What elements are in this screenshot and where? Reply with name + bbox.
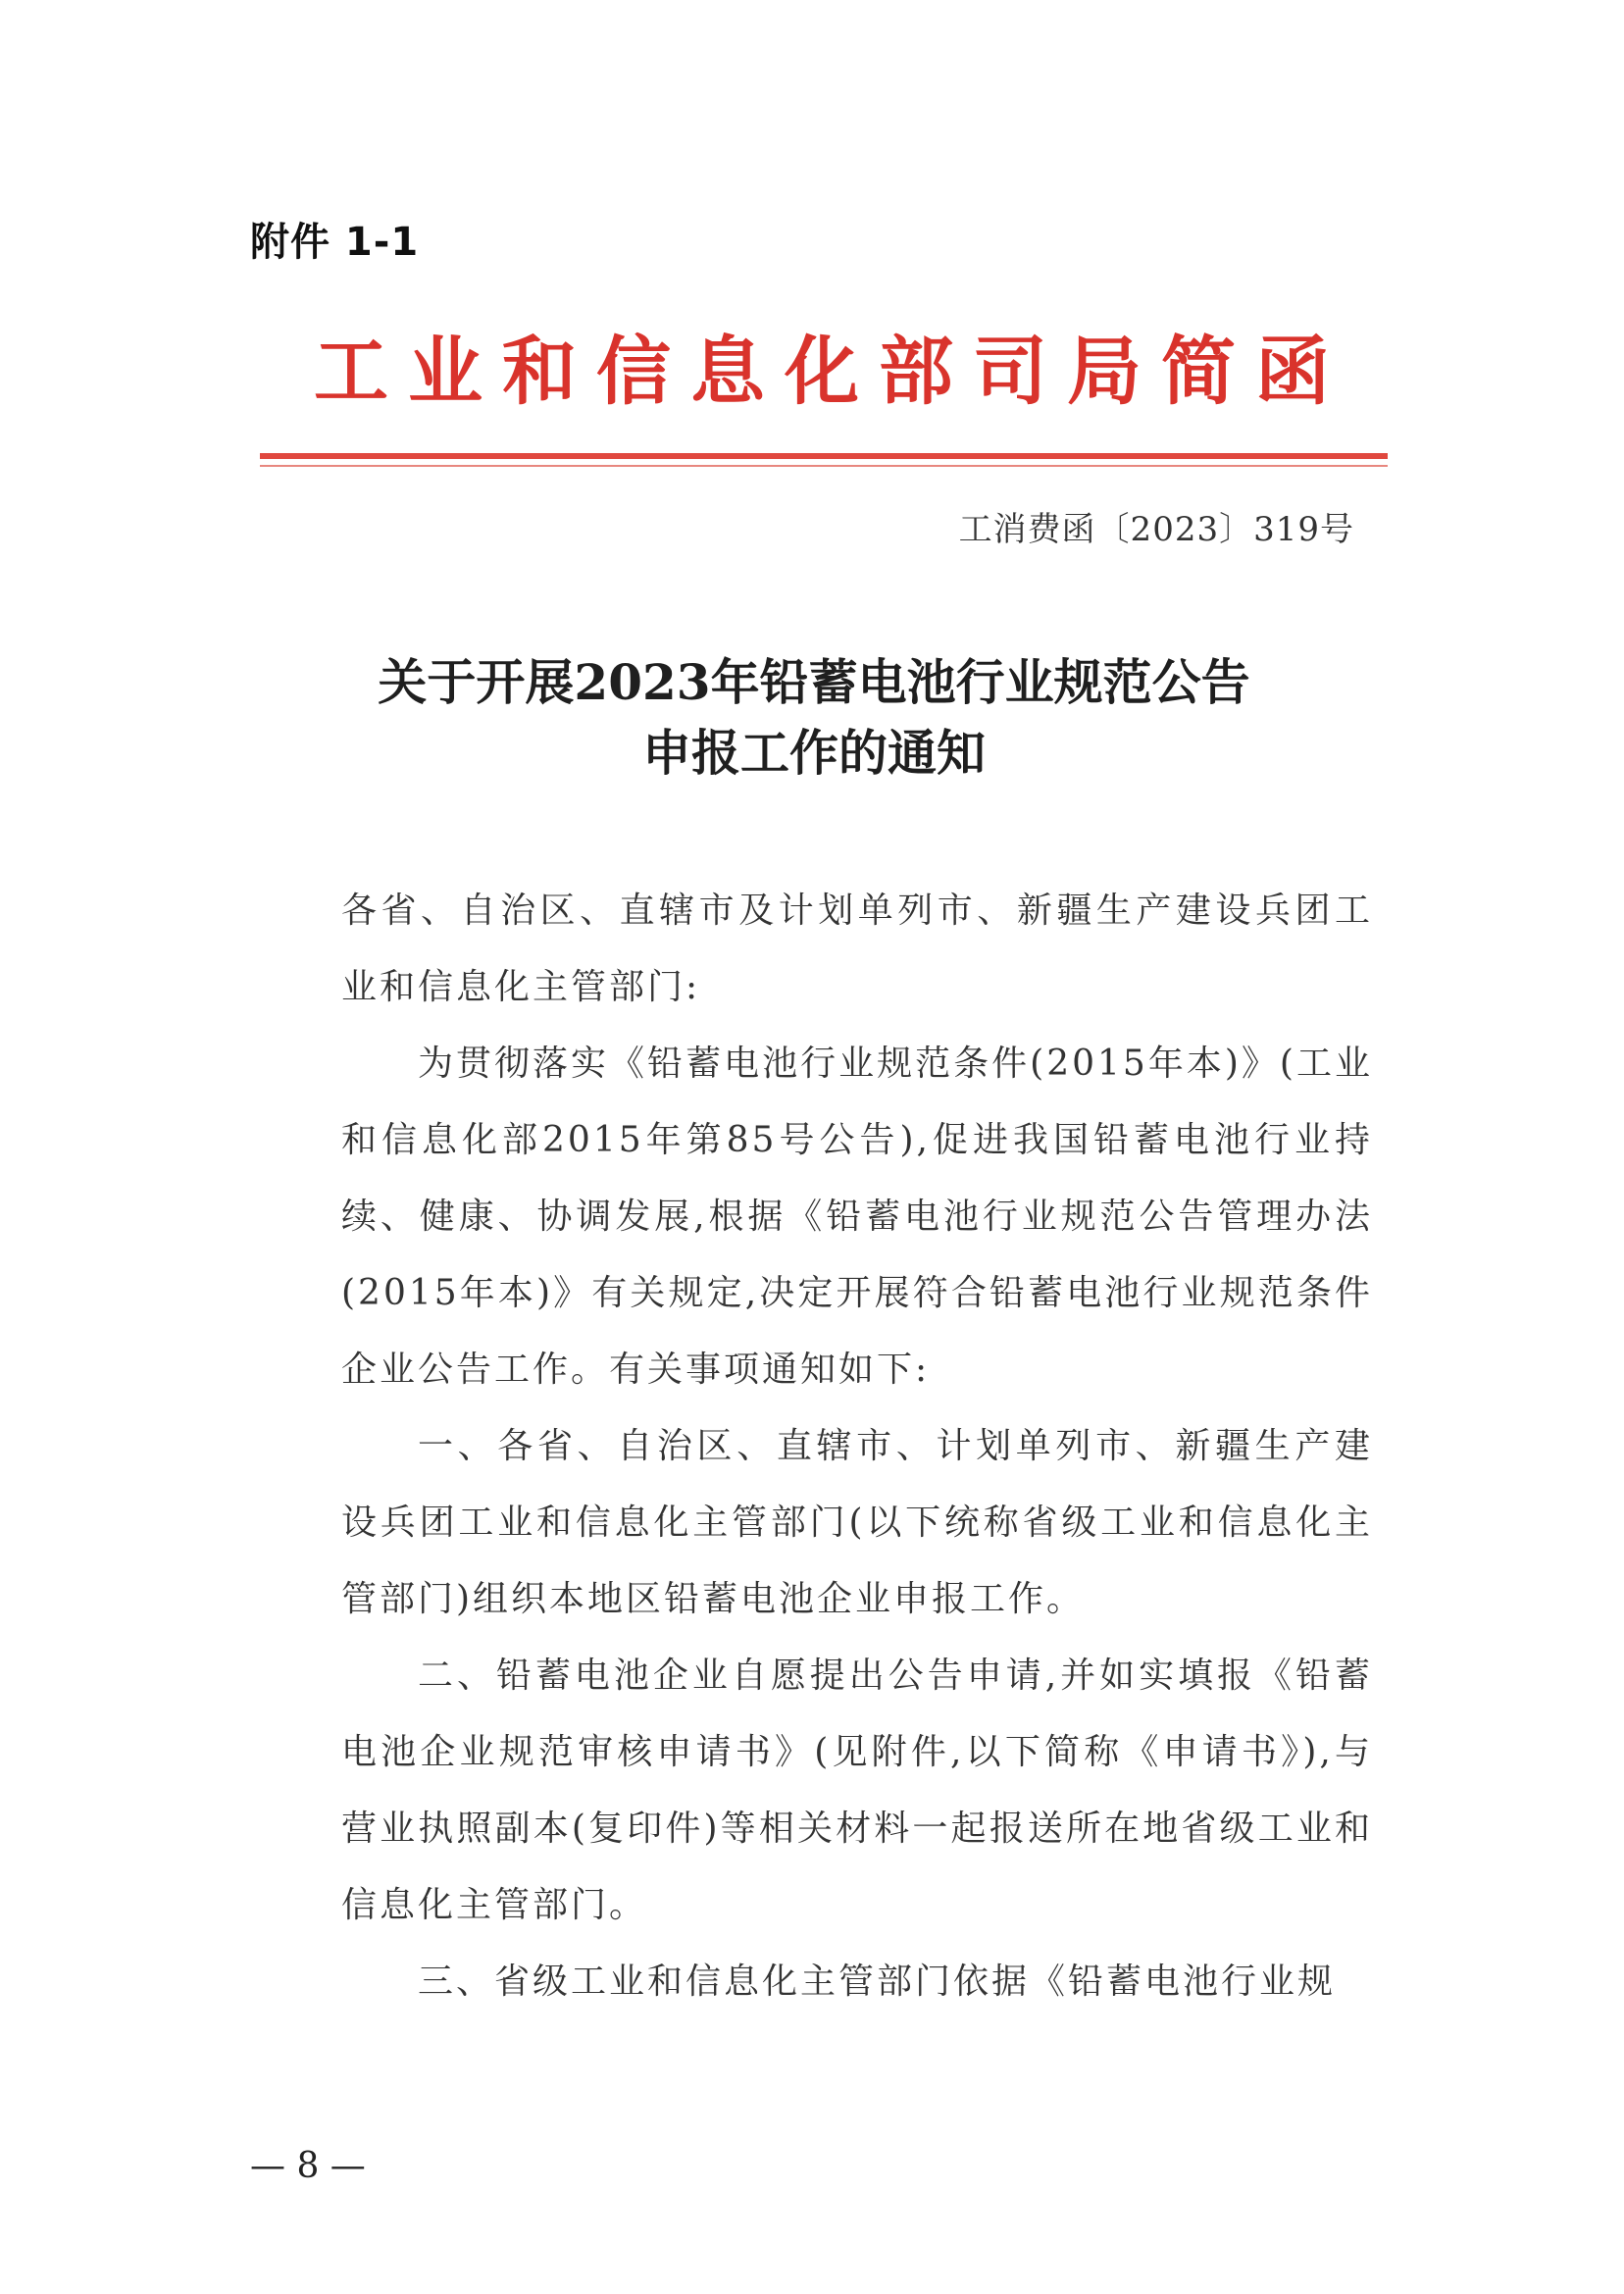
document-number: 工消费函〔2023〕319号 [958,510,1354,549]
body-paragraph-item-3: 三、省级工业和信息化主管部门依据《铅蓄电池行业规 [418,1962,1337,2002]
body-paragraph-item-2: 二、铅蓄电池企业自愿提出公告申请,并如实填报《铅蓄电池企业规范审核申请书》(见附件,以下简称《申请书》),与营业执照副本(复印件)等相关材料一起报送所在地省级工业和信息化主管部门。 [341,1656,1373,1925]
notice-title [294,647,1334,789]
attachment-label: 附件 1-1 [250,220,420,265]
notice-body [341,873,1373,2020]
notice-title-line-1: 关于开展2023年铅蓄电池行业规范公告 [378,653,1250,711]
body-paragraph-intro: 为贯彻落实《铅蓄电池行业规范条件(2015年本)》(工业和信息化部2015年第85号公告),促进我国铅蓄电池行业持续、健康、协调发展,根据《铅蓄电池行业规范公告管理办法(2015年本)》有关规定,决定开展符合铅蓄电池行业规范条件企业公告工作。有关事项通知如下: [341,1044,1373,1390]
page-number: — 8 — [250,2146,366,2186]
letterhead-red-rule-thin [260,465,1388,467]
body-paragraph-item-1: 一、各省、自治区、直辖市、计划单列市、新疆生产建设兵团工业和信息化主管部门(以下统称省级工业和信息化主管部门)组织本地区铅蓄电池企业申报工作。 [341,1426,1373,1619]
letterhead-title: 工业和信息化部司局简函 [314,328,1349,415]
letterhead-red-rule [260,453,1388,459]
notice-title-line-2: 申报工作的通知 [642,724,986,782]
addressee-paragraph: 各省、自治区、直辖市及计划单列市、新疆生产建设兵团工业和信息化主管部门: [341,891,1373,1007]
